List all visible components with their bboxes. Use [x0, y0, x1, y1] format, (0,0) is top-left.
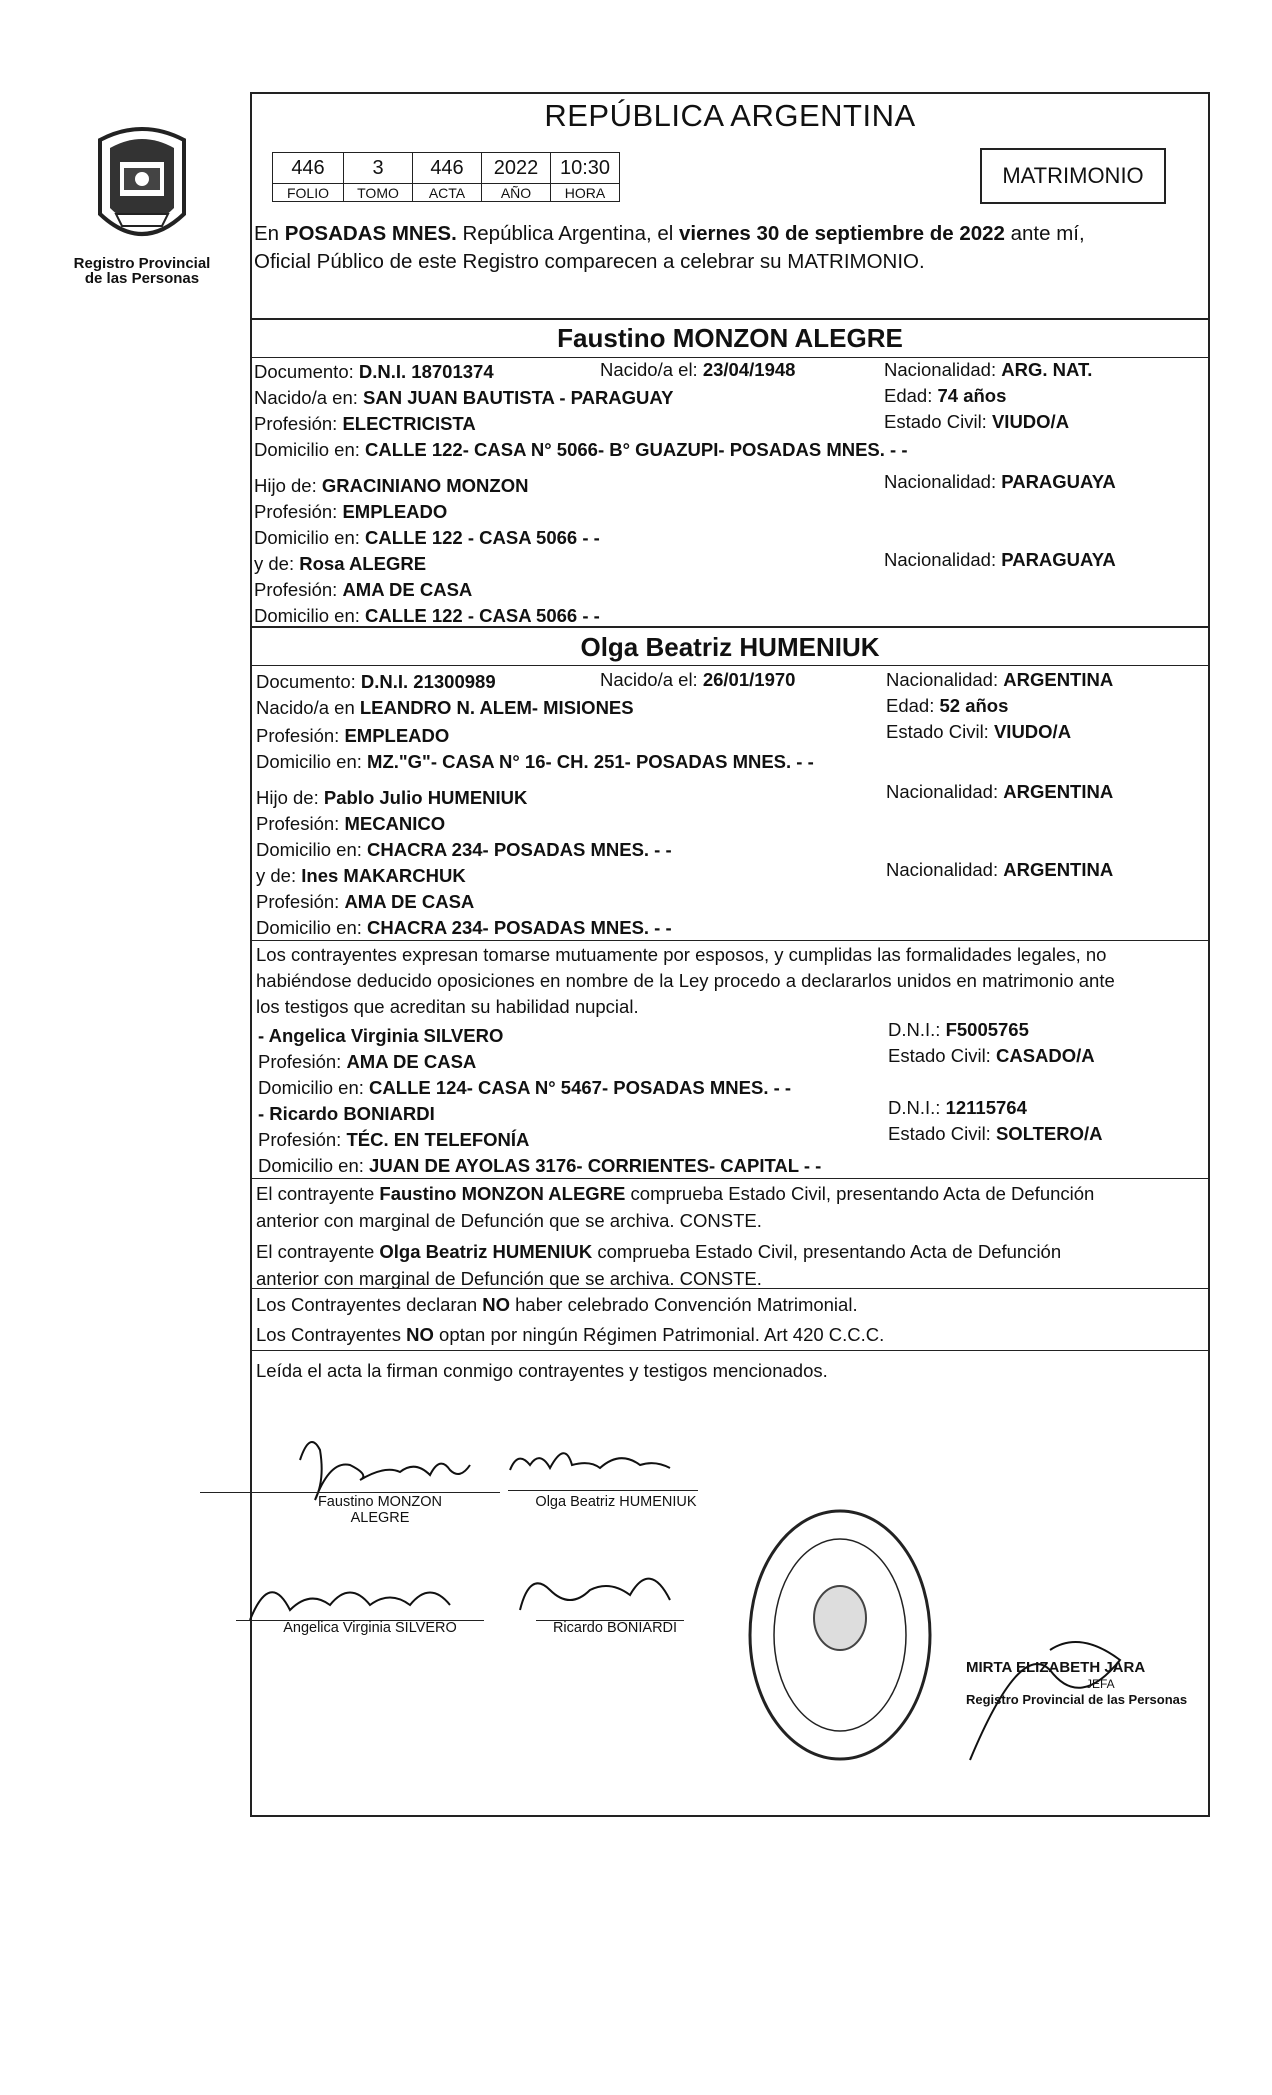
bride-mother-address: [256, 916, 672, 940]
text-segment: El contrayente: [256, 1183, 380, 1204]
field-value: LEANDRO N. ALEM- MISIONES: [359, 697, 634, 718]
hour-value: 10:30: [551, 153, 620, 184]
witness2-profession: [258, 1128, 529, 1152]
field-label: Estado Civil:: [884, 411, 992, 432]
text-segment: Olga Beatriz HUMENIUK: [379, 1241, 593, 1262]
record-type-box: MATRIMONIO: [980, 148, 1166, 204]
field-value: Ines MAKARCHUK: [301, 865, 466, 886]
field-value: PARAGUAYA: [1001, 471, 1116, 492]
registry-seal-logo: [86, 122, 198, 252]
divider: [250, 626, 1210, 628]
witness2-signature-label: Ricardo BONIARDI: [552, 1620, 678, 1636]
folio-label: FOLIO: [273, 184, 344, 202]
groom-civil-status: [884, 410, 1069, 434]
field-label: Profesión:: [254, 579, 343, 600]
groom-document: [254, 360, 494, 384]
declaration-line2: habiéndose deducido oposiciones en nombre de la Ley procedo a declararlos unidos en matrimonio ante: [256, 970, 1115, 991]
field-value: GRACINIANO MONZON: [321, 475, 529, 496]
acta-value: 446: [413, 153, 482, 184]
official-oval-stamp: [740, 1500, 940, 1770]
reference-table: [272, 152, 620, 202]
field-value: EMPLEADO: [342, 501, 448, 522]
civil-proof-groom: [256, 1180, 1204, 1207]
hour-label: HORA: [551, 184, 620, 202]
field-label: Domicilio en:: [256, 917, 368, 938]
year-label: AÑO: [482, 184, 551, 202]
field-label: D.N.I.:: [888, 1019, 946, 1040]
bride-civil-status: [886, 720, 1071, 744]
field-value: JUAN DE AYOLAS 3176- CORRIENTES- CAPITAL - -: [369, 1155, 822, 1176]
field-value: 52 años: [939, 695, 1009, 716]
field-value: AMA DE CASA: [344, 891, 475, 912]
field-label: Nacionalidad:: [884, 549, 1002, 570]
field-value: ARGENTINA: [1003, 781, 1114, 802]
groom-name: Faustino MONZON ALEGRE: [557, 323, 903, 353]
field-value: 23/04/1948: [702, 359, 796, 380]
groom-father-address: [254, 526, 600, 550]
field-value: CHACRA 234- POSADAS MNES. - -: [367, 839, 672, 860]
field-label: Profesión:: [258, 1129, 347, 1150]
field-value: ARGENTINA: [1003, 859, 1114, 880]
text-segment: NO: [406, 1324, 434, 1345]
witness2-dni: [888, 1096, 1027, 1120]
field-label: Edad:: [884, 385, 938, 406]
field-label: Nacionalidad:: [886, 859, 1004, 880]
field-value: ELECTRICISTA: [342, 413, 476, 434]
field-label: Profesión:: [254, 413, 343, 434]
signature-name: Faustino MONZON: [317, 1494, 443, 1510]
witness2-civil-status: [888, 1122, 1103, 1146]
field-label: Nacido/a el:: [600, 669, 703, 690]
text-segment: comprueba Estado Civil, presentando Acta de Defunción: [625, 1183, 1095, 1204]
intro-mid: República Argentina, el: [456, 222, 680, 245]
text-segment: haber celebrado Convención Matrimonial.: [510, 1294, 858, 1315]
witness1-name: [258, 1024, 503, 1048]
regime-text: [256, 1290, 1204, 1350]
intro-prefix: En: [254, 222, 285, 245]
registry-caption-line1: Registro Provincial: [73, 255, 211, 272]
field-value: CHACRA 234- POSADAS MNES. - -: [367, 917, 672, 938]
field-value: MZ."G"- CASA N° 16- CH. 251- POSADAS MNES. - -: [367, 751, 814, 772]
field-label: Profesión:: [256, 725, 345, 746]
civil-proof-bride-line2: anterior con marginal de Defunción que se archiva. CONSTE.: [256, 1268, 762, 1289]
text-segment: optan por ningún Régimen Patrimonial. Art 420 C.C.C.: [433, 1324, 885, 1345]
intro-text: [254, 220, 1204, 276]
field-label: Estado Civil:: [886, 721, 994, 742]
field-label: Nacionalidad:: [886, 781, 1004, 802]
witness1-address: [258, 1076, 791, 1100]
field-label: Domicilio en:: [256, 751, 368, 772]
witness1-profession: [258, 1050, 476, 1074]
text-segment: Faustino MONZON ALEGRE: [379, 1183, 626, 1204]
field-label: Domicilio en:: [254, 527, 366, 548]
field-value: AMA DE CASA: [342, 579, 473, 600]
field-value: CASADO/A: [995, 1045, 1095, 1066]
groom-signature-label: [290, 1494, 470, 1526]
field-value: TÉC. EN TELEFONÍA: [346, 1129, 530, 1150]
bride-father: [256, 786, 527, 810]
intro-line2: Oficial Público de este Registro comparecen a celebrar su MATRIMONIO.: [254, 250, 925, 273]
bride-profession: [256, 724, 449, 748]
field-label: Profesión:: [256, 813, 345, 834]
groom-father: [254, 474, 528, 498]
field-value: Pablo Julio HUMENIUK: [323, 787, 528, 808]
registry-caption-line2: de las Personas: [84, 270, 200, 287]
field-label: Domicilio en:: [256, 839, 368, 860]
text-segment: comprueba Estado Civil, presentando Acta de Defunción: [592, 1241, 1062, 1262]
field-label: Profesión:: [256, 891, 345, 912]
intro-suffix: ante mí,: [1004, 222, 1085, 245]
field-label: Estado Civil:: [888, 1045, 996, 1066]
groom-father-nationality: [884, 470, 1116, 494]
witness2-address: [258, 1154, 821, 1178]
field-value: CALLE 122 - CASA 5066 - -: [365, 605, 600, 626]
registry-caption: [60, 256, 224, 286]
field-value: VIUDO/A: [993, 721, 1072, 742]
field-value: CALLE 122- CASA N° 5066- B° GUAZUPI- POSADAS MNES. - -: [365, 439, 908, 460]
bride-address: [256, 750, 814, 774]
field-value: D.N.I. 21300989: [360, 671, 496, 692]
regime-line2: [256, 1320, 1204, 1350]
year-value: 2022: [482, 153, 551, 184]
field-value: ARGENTINA: [1003, 669, 1114, 690]
field-value: EMPLEADO: [344, 725, 450, 746]
field-value: MECANICO: [344, 813, 446, 834]
bride-name: Olga Beatriz HUMENIUK: [580, 632, 880, 662]
witness1-civil-status: [888, 1044, 1095, 1068]
document-title: REPÚBLICA ARGENTINA: [544, 98, 916, 133]
field-label: Hijo de:: [256, 787, 324, 808]
official-title: JEFA: [1086, 1677, 1115, 1691]
closing-text: Leída el acta la firman conmigo contrayentes y testigos mencionados.: [256, 1360, 828, 1381]
bride-document: [256, 670, 496, 694]
divider: [250, 940, 1210, 941]
field-value: - Angelica Virginia SILVERO: [258, 1025, 504, 1046]
field-label: Nacido/a el:: [600, 359, 703, 380]
field-value: - Ricardo BONIARDI: [258, 1103, 435, 1124]
intro-place: POSADAS MNES.: [284, 222, 457, 245]
field-label: Nacionalidad:: [884, 471, 1002, 492]
groom-birth-place: [254, 386, 673, 410]
field-value: CALLE 124- CASA N° 5467- POSADAS MNES. - -: [369, 1077, 792, 1098]
bride-nationality: [886, 668, 1113, 692]
field-label: Nacionalidad:: [886, 669, 1004, 690]
field-value: ARG. NAT.: [1001, 359, 1093, 380]
field-value: VIUDO/A: [991, 411, 1070, 432]
field-label: Domicilio en:: [254, 439, 366, 460]
field-value: SAN JUAN BAUTISTA - PARAGUAY: [363, 387, 674, 408]
field-value: SOLTERO/A: [995, 1123, 1103, 1144]
text-segment: Los Contrayentes declaran: [256, 1294, 483, 1315]
field-label: y de:: [256, 865, 302, 886]
field-value: D.N.I. 18701374: [358, 361, 494, 382]
bride-mother: [256, 864, 466, 888]
field-label: Nacido/a en:: [254, 387, 364, 408]
groom-age: [884, 384, 1006, 408]
groom-birth-date: [600, 358, 795, 382]
field-label: y de:: [254, 553, 300, 574]
field-label: Nacido/a en: [256, 697, 360, 718]
field-value: PARAGUAYA: [1001, 549, 1116, 570]
bride-mother-nationality: [886, 858, 1113, 882]
text-segment: El contrayente: [256, 1241, 380, 1262]
field-label: Domicilio en:: [254, 605, 366, 626]
groom-nationality: [884, 358, 1092, 382]
bride-father-nationality: [886, 780, 1113, 804]
bride-mother-profession: [256, 890, 474, 914]
bride-father-profession: [256, 812, 445, 836]
field-label: D.N.I.:: [888, 1097, 946, 1118]
field-value: 74 años: [937, 385, 1007, 406]
field-value: Rosa ALEGRE: [299, 553, 427, 574]
field-value: AMA DE CASA: [346, 1051, 477, 1072]
signature-line: [508, 1490, 698, 1491]
field-label: Profesión:: [258, 1051, 347, 1072]
witness2-name: [258, 1102, 435, 1126]
bride-age: [886, 694, 1008, 718]
field-value: 12115764: [945, 1097, 1027, 1118]
field-label: Hijo de:: [254, 475, 322, 496]
text-segment: Los Contrayentes: [256, 1324, 407, 1345]
field-label: Documento:: [254, 361, 359, 382]
groom-mother-profession: [254, 578, 472, 602]
tomo-label: TOMO: [344, 184, 413, 202]
field-label: Edad:: [886, 695, 940, 716]
divider: [250, 1288, 1210, 1289]
divider: [250, 1178, 1210, 1179]
divider: [250, 665, 1210, 666]
regime-line1: [256, 1290, 1204, 1320]
groom-address: [254, 438, 908, 462]
bride-birth-date: [600, 668, 795, 692]
bride-father-address: [256, 838, 672, 862]
witness1-dni: [888, 1018, 1029, 1042]
acta-label: ACTA: [413, 184, 482, 202]
field-label: Documento:: [256, 671, 361, 692]
divider: [250, 318, 1210, 320]
bride-birth-place: [256, 696, 634, 720]
groom-father-profession: [254, 500, 447, 524]
field-label: Estado Civil:: [888, 1123, 996, 1144]
tomo-value: 3: [344, 153, 413, 184]
witness1-signature-label: Angelica Virginia SILVERO: [283, 1620, 457, 1636]
signature-name: ALEGRE: [350, 1510, 410, 1526]
divider: [250, 1350, 1210, 1351]
civil-proof-bride: [256, 1238, 1204, 1265]
signature-line: [200, 1492, 500, 1493]
declaration-line3: los testigos que acreditan su habilidad nupcial.: [256, 996, 639, 1017]
civil-proof-groom-line2: anterior con marginal de Defunción que se archiva. CONSTE.: [256, 1210, 762, 1231]
official-office: Registro Provincial de las Personas: [966, 1692, 1188, 1707]
folio-value: 446: [273, 153, 344, 184]
field-value: CALLE 122 - CASA 5066 - -: [365, 527, 600, 548]
groom-mother-address: [254, 604, 600, 628]
field-label: Nacionalidad:: [884, 359, 1002, 380]
declaration-text: [256, 942, 1204, 1020]
field-value: F5005765: [945, 1019, 1029, 1040]
field-label: Profesión:: [254, 501, 343, 522]
civil-proof-text: [256, 1180, 1204, 1292]
bride-signature-label: Olga Beatriz HUMENIUK: [535, 1494, 697, 1510]
official-name: MIRTA ELIZABETH JARA: [966, 1659, 1146, 1676]
field-label: Domicilio en:: [258, 1155, 370, 1176]
official-block: [966, 1660, 1206, 1708]
groom-mother-nationality: [884, 548, 1116, 572]
field-value: 26/01/1970: [702, 669, 796, 690]
groom-mother: [254, 552, 426, 576]
declaration-line1: Los contrayentes expresan tomarse mutuamente por esposos, y cumplidas las formalidades legales, no: [256, 944, 1107, 965]
groom-profession: [254, 412, 476, 436]
text-segment: NO: [482, 1294, 510, 1315]
field-label: Domicilio en:: [258, 1077, 370, 1098]
intro-date: viernes 30 de septiembre de 2022: [679, 222, 1005, 245]
